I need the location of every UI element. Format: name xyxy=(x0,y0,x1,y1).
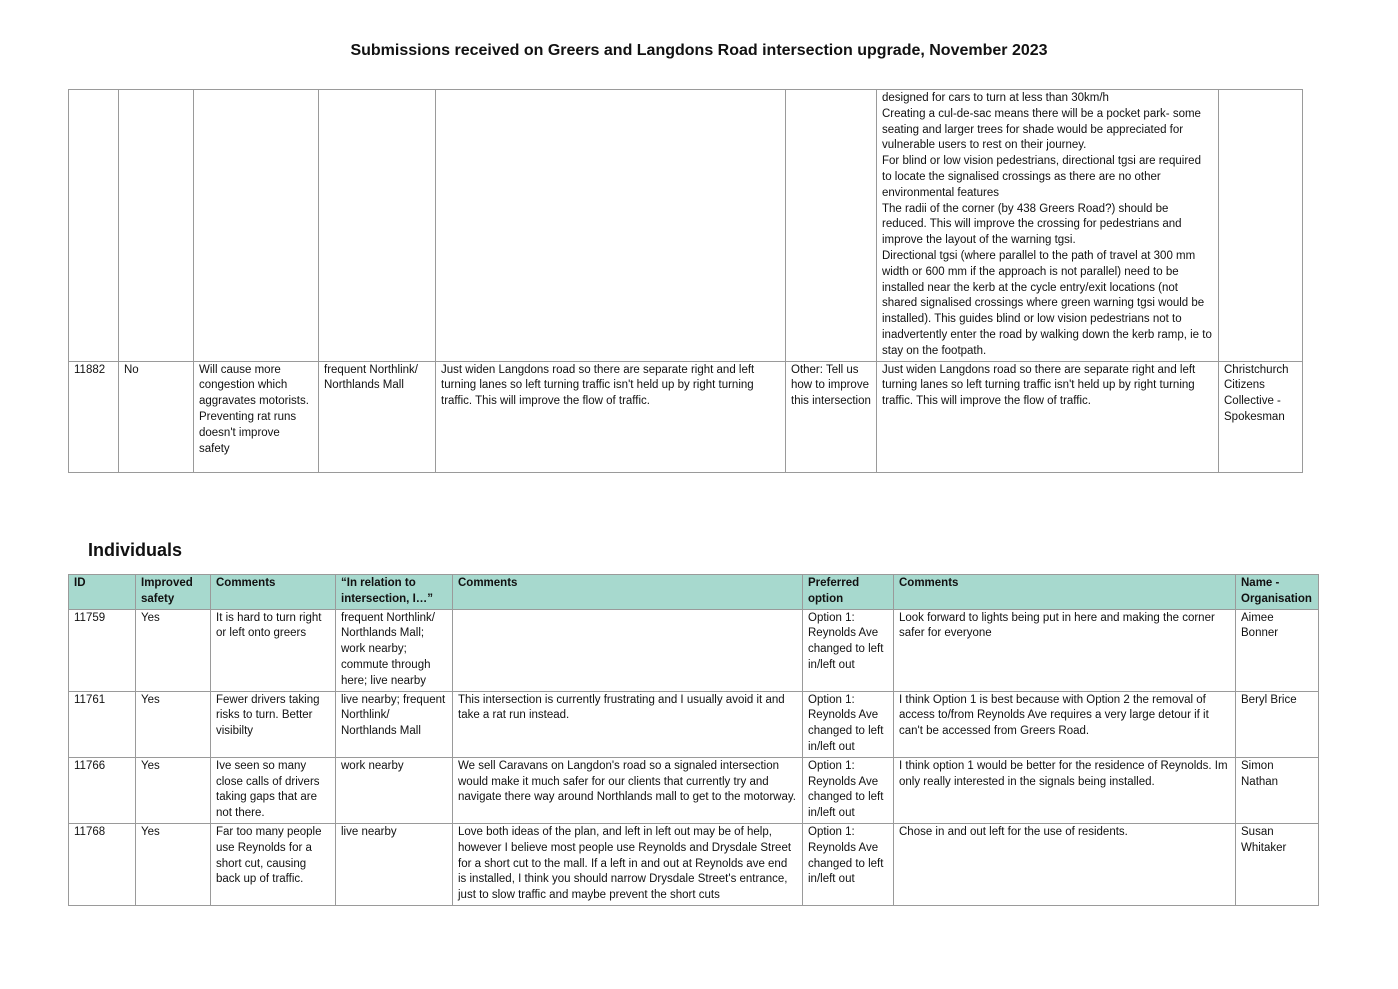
column-header-preferred-option: Preferred option xyxy=(803,575,894,610)
comments-1-cell: Ive seen so many close calls of drivers taking gaps that are not there. xyxy=(211,757,336,823)
table-header-row xyxy=(69,575,1319,610)
name-cell: Christchurch Citizens Collective - Spokesman xyxy=(1219,361,1303,472)
comments-3-cell xyxy=(877,90,1219,362)
comments-3-cell: Chose in and out left for the use of residents. xyxy=(894,823,1236,905)
organisations-table xyxy=(68,89,1303,473)
name-cell: Simon Nathan xyxy=(1236,757,1319,823)
page-title: Submissions received on Greers and Langdons Road intersection upgrade, November 2023 xyxy=(350,42,1048,59)
comments-1-cell: Fewer drivers taking risks to turn. Better visibilty xyxy=(211,691,336,757)
name-cell: Beryl Brice xyxy=(1236,691,1319,757)
preferred-option-cell: Option 1: Reynolds Ave changed to left in/left out xyxy=(803,691,894,757)
comments-3-cell: I think Option 1 is best because with Option 2 the removal of access to/from Reynolds Ave requires a very large detour if it can't be accessed from Greers Road. xyxy=(894,691,1236,757)
preferred-option-cell: Option 1: Reynolds Ave changed to left in/left out xyxy=(803,823,894,905)
table-row xyxy=(69,361,1303,472)
comments-3-cell: Look forward to lights being put in here and making the corner safer for everyone xyxy=(894,609,1236,691)
relation-cell: live nearby xyxy=(336,823,453,905)
comments-2-cell: Just widen Langdons road so there are separate right and left turning lanes so left turning traffic isn't held up by right turning traffic. This will improve the flow of traffic. xyxy=(436,361,786,472)
preferred-option-cell: Option 1: Reynolds Ave changed to left in/left out xyxy=(803,609,894,691)
comments-1-cell: Far too many people use Reynolds for a short cut, causing back up of traffic. xyxy=(211,823,336,905)
improved-safety-cell: Yes xyxy=(136,823,211,905)
improved-safety-cell: No xyxy=(119,361,194,472)
id-cell: 11759 xyxy=(69,609,136,691)
comment-paragraph: Creating a cul-de-sac means there will be a pocket park- some seating and larger trees for shade would be appreciated for vulnerable users to rest on their journey. xyxy=(882,107,1201,152)
improved-safety-cell xyxy=(119,90,194,362)
comments-2-cell xyxy=(453,609,803,691)
relation-cell: frequent Northlink/ Northlands Mall xyxy=(319,361,436,472)
column-header-comments-2: Comments xyxy=(453,575,803,610)
table-row xyxy=(69,691,1319,757)
id-cell: 11766 xyxy=(69,757,136,823)
individuals-table xyxy=(68,574,1319,906)
comment-paragraph: For blind or low vision pedestrians, directional tgsi are required to locate the signalised crossings as there are no other environmental features xyxy=(882,155,1201,199)
comments-2-cell: Love both ideas of the plan, and left in left out may be of help, however I believe most people use Reynolds and Drysdale Street for a short cut to the mall. If a left in and out at Reynolds ave end is installed, I think you should narrow Drysdale Street's entrance, just to slow traffic and maybe prevent the short cuts xyxy=(453,823,803,905)
comment-paragraph: The radii of the corner (by 438 Greers Road?) should be reduced. This will improve the crossing for pedestrians and improve the layout of the warning tgsi. xyxy=(882,202,1182,247)
table-row xyxy=(69,609,1319,691)
table-row xyxy=(69,757,1319,823)
name-cell xyxy=(1219,90,1303,362)
id-cell: 11882 xyxy=(69,361,119,472)
improved-safety-cell: Yes xyxy=(136,691,211,757)
preferred-option-cell: Option 1: Reynolds Ave changed to left in/left out xyxy=(803,757,894,823)
name-cell: Aimee Bonner xyxy=(1236,609,1319,691)
comments-1-cell: It is hard to turn right or left onto greers xyxy=(211,609,336,691)
relation-cell: live nearby; frequent Northlink/ Northlands Mall xyxy=(336,691,453,757)
id-cell: 11768 xyxy=(69,823,136,905)
relation-cell: work nearby xyxy=(336,757,453,823)
comment-paragraph: designed for cars to turn at less than 30km/h xyxy=(882,92,1109,104)
column-header-improved-safety: Improved safety xyxy=(136,575,211,610)
comment-paragraph: Directional tgsi (where parallel to the path of travel at 300 mm width or 600 mm if the approach is not parallel) need to be installed near the kerb at the cycle entry/exit locations (not shared signalised crossings where green warning tgsi would be installed). This guides blind or low vision pedestrians not to inadvertently enter the road by walking down the kerb ramp, ie to stay on the footpath. xyxy=(882,249,1212,357)
column-header-id: ID xyxy=(69,575,136,610)
relation-cell: frequent Northlink/ Northlands Mall; work nearby; commute through here; live nearby xyxy=(336,609,453,691)
comments-3-cell: Just widen Langdons road so there are separate right and left turning lanes so left turning traffic isn't held up by right turning traffic. This will improve the flow of traffic. xyxy=(877,361,1219,472)
table-row-continued xyxy=(69,90,1303,362)
comments-2-cell: This intersection is currently frustrating and I usually avoid it and take a rat run instead. xyxy=(453,691,803,757)
id-cell: 11761 xyxy=(69,691,136,757)
column-header-comments-1: Comments xyxy=(211,575,336,610)
improved-safety-cell: Yes xyxy=(136,609,211,691)
comments-3-cell: I think option 1 would be better for the residence of Reynolds. Im only really interested in the signals being installed. xyxy=(894,757,1236,823)
comments-2-cell xyxy=(436,90,786,362)
column-header-relation: “In relation to intersection, I…” xyxy=(336,575,453,610)
table-row xyxy=(69,823,1319,905)
column-header-name: Name - Organisation xyxy=(1236,575,1319,610)
comments-1-cell xyxy=(194,90,319,362)
comments-1-cell: Will cause more congestion which aggravates motorists. Preventing rat runs doesn't improve safety xyxy=(194,361,319,472)
section-heading-individuals: Individuals xyxy=(88,540,183,560)
id-cell xyxy=(69,90,119,362)
relation-cell xyxy=(319,90,436,362)
name-cell: Susan Whitaker xyxy=(1236,823,1319,905)
comments-2-cell: We sell Caravans on Langdon's road so a signaled intersection would make it much safer for our clients that currently try and navigate there way around Northlands mall to get to the motorway. xyxy=(453,757,803,823)
preferred-option-cell xyxy=(786,90,877,362)
preferred-option-cell: Other: Tell us how to improve this intersection xyxy=(786,361,877,472)
column-header-comments-3: Comments xyxy=(894,575,1236,610)
improved-safety-cell: Yes xyxy=(136,757,211,823)
